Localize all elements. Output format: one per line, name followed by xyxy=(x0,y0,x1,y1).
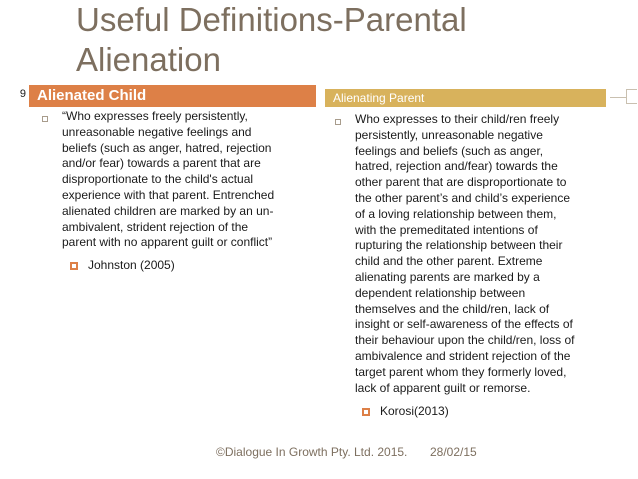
right-line: rupturing the relationship between their xyxy=(355,238,563,253)
right-line: Who expresses to their child/ren freely xyxy=(355,112,560,126)
left-line: “Who expresses freely persistently, xyxy=(62,109,248,123)
left-line: unreasonable negative feelings and xyxy=(62,124,252,139)
left-line: alienated children are marked by an un- xyxy=(62,203,274,218)
right-citation: Korosi(2013) xyxy=(380,404,449,418)
left-line: ambivalent, strident rejection of the xyxy=(62,219,249,234)
right-line: with the premeditated intentions of xyxy=(355,222,538,237)
right-line: persistently, unreasonable negative xyxy=(355,127,543,142)
left-header-label: Alienated Child xyxy=(37,87,147,104)
left-line: parent with no apparent guilt or conflict” xyxy=(62,235,273,250)
left-citation-bullet-icon xyxy=(70,262,78,270)
right-line: lack of apparent guilt or remorse. xyxy=(355,380,531,395)
footer-date: 28/02/15 xyxy=(430,445,477,459)
right-line: ambivalence and strident rejection of the xyxy=(355,348,571,363)
slide-title-line-2: Alienation xyxy=(76,41,221,78)
right-bullet-icon xyxy=(335,119,341,125)
left-citation: Johnston (2005) xyxy=(88,258,175,272)
right-citation-bullet-icon xyxy=(362,408,370,416)
right-line: target parent whom they formerly loved, xyxy=(355,364,567,379)
right-definition-text xyxy=(355,112,574,396)
left-line: beliefs (such as anger, hatred, rejection xyxy=(62,140,272,155)
slide-title xyxy=(76,0,596,80)
right-line: insight or self-awareness of the effects of xyxy=(355,317,573,332)
right-line: of a loving relationship between them, xyxy=(355,206,557,221)
slide-number: 9 xyxy=(19,88,26,100)
right-header-label: Alienating Parent xyxy=(333,91,425,105)
left-line: experience with that parent. Entrenched xyxy=(62,187,275,202)
right-line: their behaviour upon the child/ren, loss of xyxy=(355,333,575,348)
right-line: feelings and beliefs (such as anger, xyxy=(355,143,544,158)
right-line: alienating parents are marked by a xyxy=(355,269,540,284)
right-line: child and the other parent. Extreme xyxy=(355,254,543,269)
slide-title-line-1: Useful Definitions-Parental xyxy=(76,1,467,38)
left-line: and/or fear) towards a parent that are xyxy=(62,156,261,171)
left-line: disproportionate to the child's actual xyxy=(62,172,254,187)
right-line: other parent that are disproportionate to xyxy=(355,175,567,190)
decorative-bracket xyxy=(626,89,637,104)
right-line: the other parent’s and child’s experience xyxy=(355,190,571,205)
right-line: hatred, rejection and/fear) towards the xyxy=(355,159,558,174)
footer-copyright: ©Dialogue In Growth Pty. Ltd. 2015. xyxy=(216,445,408,459)
right-line: dependent relationship between xyxy=(355,285,526,300)
decorative-line xyxy=(610,97,626,98)
left-definition-text xyxy=(62,109,274,251)
left-bullet-icon xyxy=(42,116,48,122)
right-line: themselves and the child/ren, lack of xyxy=(355,301,550,316)
